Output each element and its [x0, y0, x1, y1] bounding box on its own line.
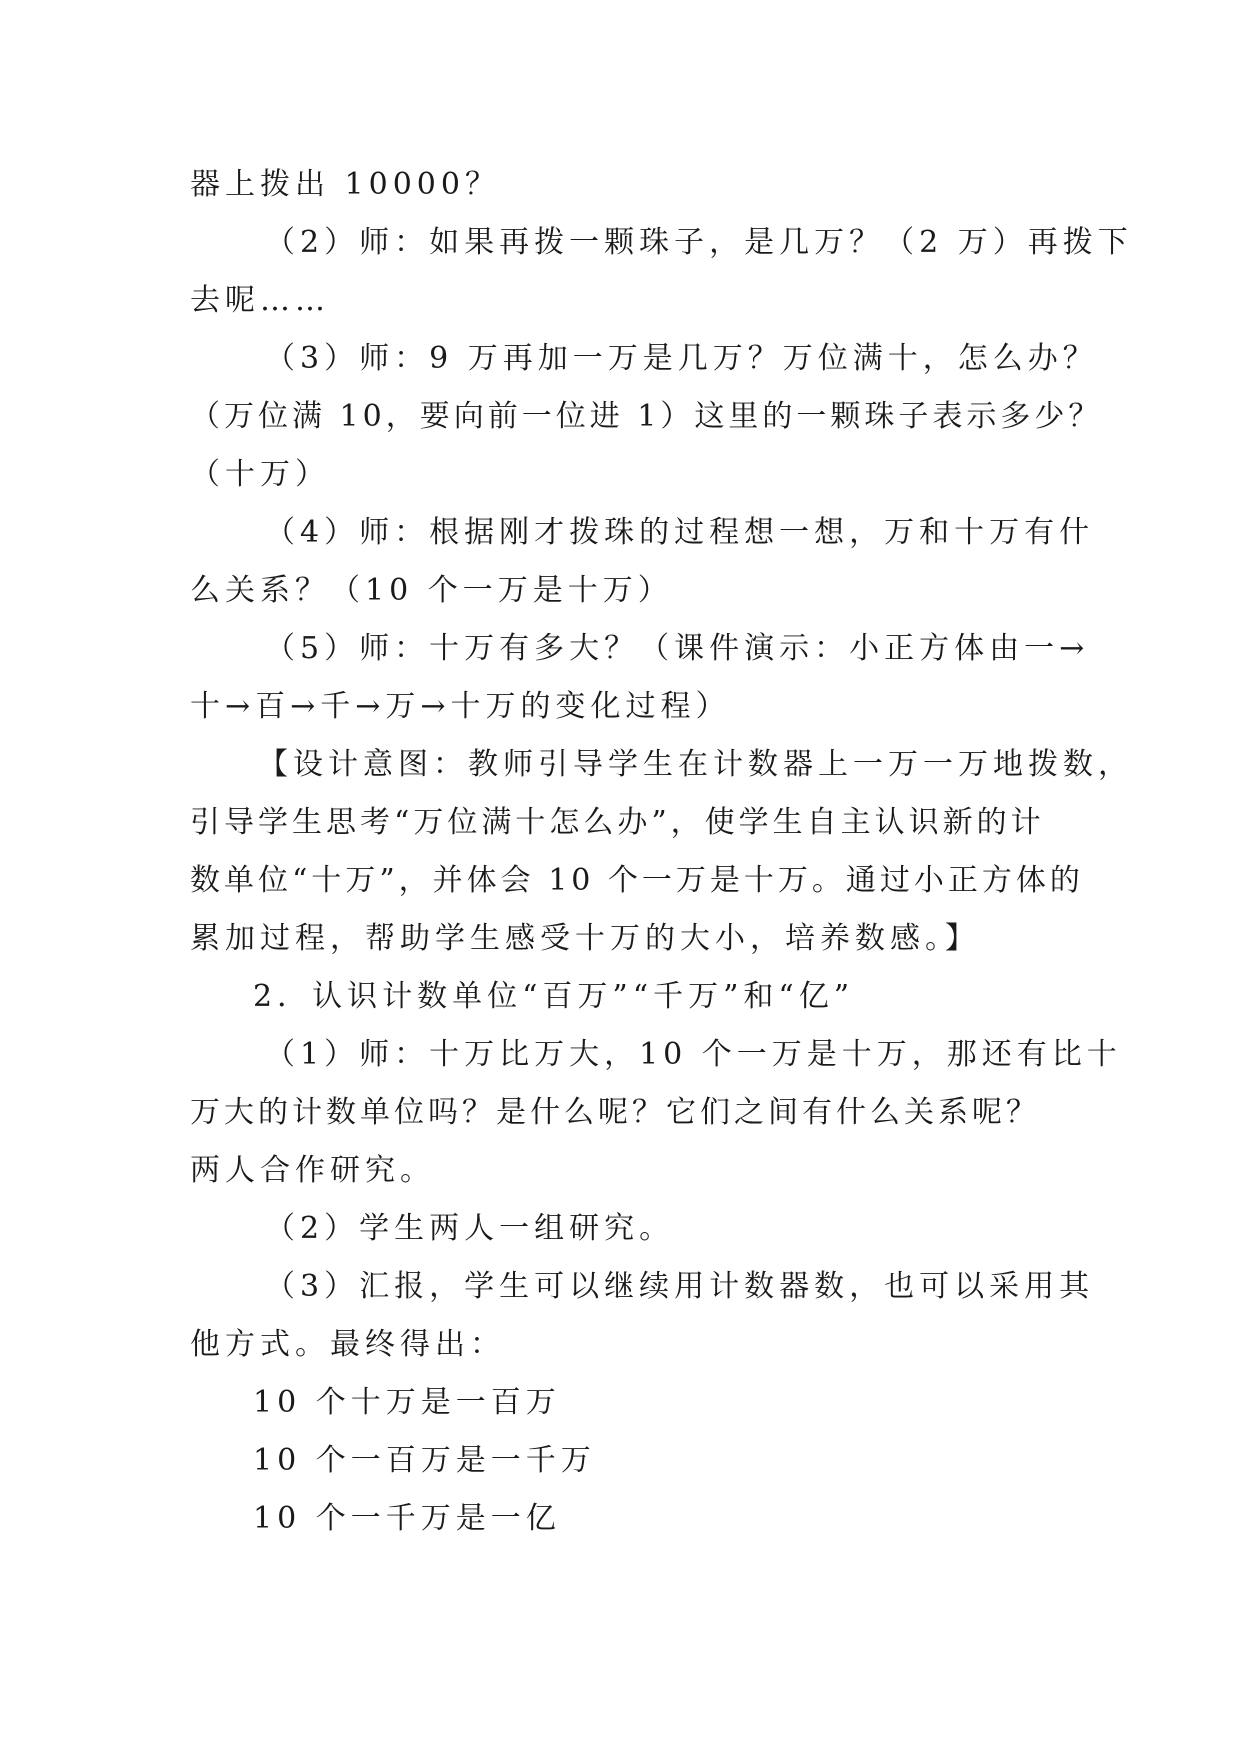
- text-line: 10 个一千万是一亿: [253, 1501, 561, 1536]
- text-line: 去呢……: [190, 283, 330, 318]
- text-line: 累加过程，帮助学生感受十万的大小，培养数感。】: [190, 921, 980, 956]
- text-line: 数单位“十万”，并体会 10 个一万是十万。通过小正方体的: [190, 863, 1084, 898]
- text-line: 么关系？（10 个一万是十万）: [190, 573, 673, 608]
- text-line: （5）师：十万有多大？（课件演示：小正方体由一→: [265, 631, 1090, 666]
- text-line: 两人合作研究。: [190, 1153, 435, 1188]
- text-line: （十万）: [190, 457, 330, 492]
- text-line: 十→百→千→万→十万的变化过程）: [190, 689, 731, 724]
- text-line: （万位满 10，要向前一位进 1）这里的一颗珠子表示多少？: [190, 399, 1103, 434]
- text-line: （3）师：9 万再加一万是几万？万位满十，怎么办？: [265, 341, 1098, 376]
- section-heading: 2．认识计数单位“百万”“千万”和“亿”: [253, 979, 855, 1014]
- text-line: （4）师：根据刚才拨珠的过程想一想，万和十万有什: [265, 515, 1095, 550]
- text-line: 10 个一百万是一千万: [253, 1443, 596, 1478]
- text-line: （2）学生两人一组研究。: [265, 1211, 675, 1246]
- text-line: （1）师：十万比万大，10 个一万是十万，那还有比十: [265, 1037, 1122, 1072]
- text-line: 他方式。最终得出：: [190, 1327, 505, 1362]
- text-line: （3）汇报，学生可以继续用计数器数，也可以采用其: [265, 1269, 1095, 1304]
- text-line: 器上拨出 10000？: [190, 167, 500, 202]
- text-line: 引导学生思考“万位满十怎么办”，使学生自主认识新的计: [190, 805, 1045, 840]
- text-line: 万大的计数单位吗？是什么呢？它们之间有什么关系呢？: [190, 1095, 1040, 1130]
- text-line: 10 个十万是一百万: [253, 1385, 561, 1420]
- text-line: （2）师：如果再拨一颗珠子，是几万？（2 万）再拨下: [265, 225, 1133, 260]
- text-line: 【设计意图：教师引导学生在计数器上一万一万地拨数，: [258, 747, 1133, 782]
